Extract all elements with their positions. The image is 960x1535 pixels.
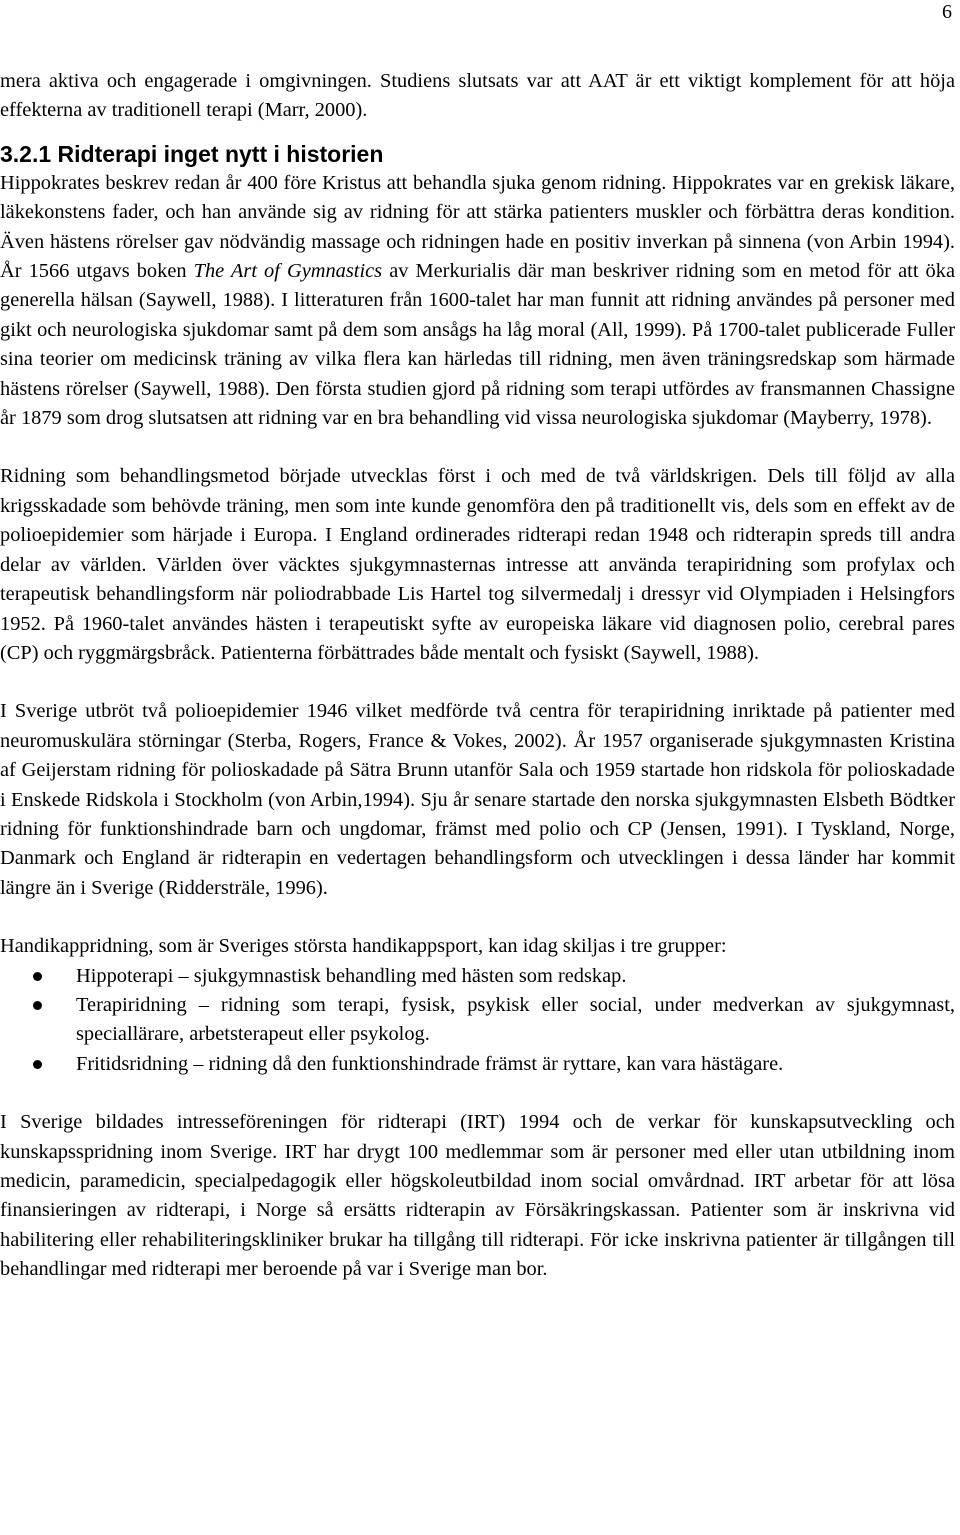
list-item [0,991,955,1050]
irt-paragraph: I Sverige bildades intresseföreningen för ridterapi (IRT) 1994 och de verkar för kunskapsutveckling och kunskapsspridning inom Sverige. IRT har drygt 100 medlemmar som är personer med eller utan utbildning inom medicin, paramedicin, specialpedagogik eller högskoleutbildad inom social omvårdnad. IRT arbetar för att lösa finansieringen av ridterapi, i Norge så ersätts ridterapin av Försäkringskassan. Patienter som är inskrivna vid habilitering eller rehabiliteringskliniker brukar ha tillgång till ridterapi. För icke inskrivna patienter är tillgången till behandlingar med ridterapi mer beroende på var i Sverige man bor. [0,1111,955,1281]
war-era-paragraph: Ridning som behandlingsmetod började utvecklas först i och med de två världskrigen. Dels till följd av alla krigsskadade som behövde träning, men som inte kunde genomföra den på traditionellt vis, dels som en effekt av de polioepidemier som härjade i Europa. I England ordinerades ridterapi redan 1948 och ridterapin spreds till andra delar av världen. Världen över väcktes sjukgymnasternas intresse att använda terapiridning som profylax och terapeutisk behandlingsform när poliodrabbade Lis Hartel tog silvermedalj i dressyr vid Olympiaden i Helsingfors 1952. På 1960-talet användes hästen i terapeutiskt syfte av europeiska läkare vid diagnosen polio, cerebral pares (CP) och ryggmärgsbråck. Patienterna förbättrades både mentalt och fysiskt (Saywell, 1988). [0,465,955,664]
groups-intro-paragraph: Handikappridning, som är Sveriges största handikappsport, kan idag skiljas i tre grupper: [0,935,727,958]
paragraph-gap [0,433,955,462]
history-text-end: av Merkurialis där man beskriver ridning som en metod för att öka generella hälsan (Saywell, 1988). I litteraturen från 1600-talet har man funnit att ridning användes på personer med gikt och neurologiska sjukdomar samt på dem som ansågs ha låg moral (All, 1999). På 1700-talet publicerade Fuller sina teorier om medicinsk träning av vilka flera kan härledas till ridning, men även träningsredskap som härmade hästens rörelser (Saywell, 1988). Den första studien gjord på ridning som terapi utfördes av fransmannen Chassigne år 1879 som drog slutsatsen att ridning var en bra behandling vid vissa neurologiska sjukdomar (Mayberry, 1978). [0,260,956,430]
list-item-text: Hippoterapi – sjukgymnastisk behandling med hästen som redskap. [76,964,627,987]
history-text-start: Hippokrates beskrev redan år 400 före Kristus att behandla sjuka genom ridning. Hippokrates var en grekisk läkare, läkekonstens fader, och han använde sig av ridning för att stärka patienters muskler och förbättra deras kondition. Även hästens rörelser gav nödvändig massage och ridningen hade en positiv inverkan på sinnena (von Arbin 1994). År 1566 utgavs boken [0,171,955,283]
groups-list [0,962,955,1080]
paragraph-gap [0,903,955,932]
intro-paragraph: mera aktiva och engagerade i omgivningen. Studiens slutsats var att AAT är ett viktigt komplement för att höja effekterna av traditionell terapi (Marr, 2000). [0,70,955,122]
bullet-icon [33,1060,42,1069]
list-item-text: Fritidsridning – ridning då den funktionshindrade främst är ryttare, kan vara hästägare. [76,1052,784,1075]
book-title: The Art of Gymnastics [193,260,383,283]
history-paragraph [0,169,955,434]
list-item [0,962,955,991]
section-heading: 3.2.1 Ridterapi inget nytt i historien [0,140,384,167]
list-item [0,1050,955,1079]
paragraph-gap [0,668,955,697]
paragraph-gap [0,1079,955,1108]
list-item-text: Terapiridning – ridning som terapi, fysisk, psykisk eller social, under medverkan av sjukgymnast, speciallärare, arbetsterapeut eller psykolog. [76,993,955,1046]
document-body [0,67,955,1285]
page-number: 6 [942,1,952,23]
bullet-icon [33,972,42,981]
sweden-history-paragraph: I Sverige utbröt två polioepidemier 1946 vilket medförde två centra för terapiridning inriktade på patienter med neuromuskulära störningar (Sterba, Rogers, France & Vokes, 2002). År 1957 organiserade sjukgymnasten Kristina af Geijerstam ridning för polioskadade på Sätra Brunn utanför Sala och 1959 startade hon ridskola för polioskadade i Enskede Ridskola i Stockholm (von Arbin,1994). Sju år senare startade den norska sjukgymnasten Elsbeth Bödtker ridning för funktionshindrade barn och ungdomar, främst med polio och CP (Jensen, 1991). I Tyskland, Norge, Danmark och England är ridterapin en vedertagen behandlingsform och utvecklingen i dessa länder har kommit längre än i Sverige (Riddersträle, 1996). [0,700,955,899]
bullet-icon [33,1001,42,1010]
